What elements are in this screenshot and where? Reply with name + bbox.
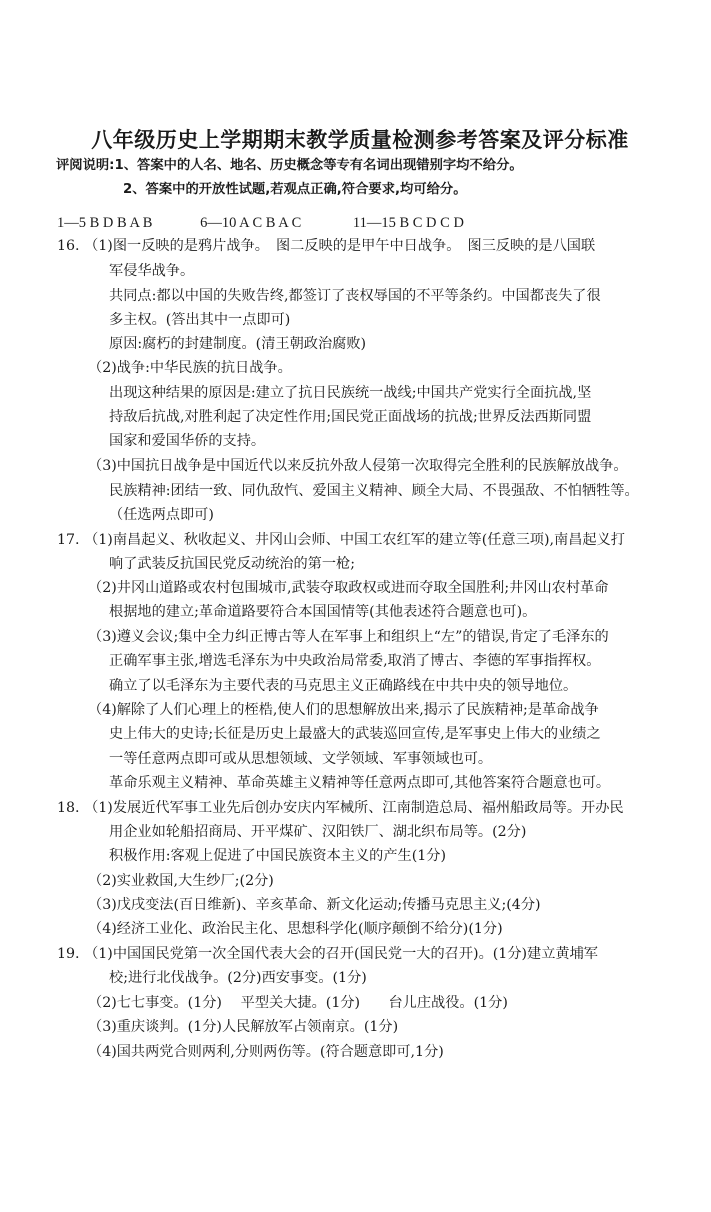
grading-note-1: 评阅说明:1、答案中的人名、地名、历史概念等专有名词出现错别字均不给分。	[56, 158, 523, 173]
q19-part1-line1: 19. （1)中国国民党第一次全国代表大会的召开(国民党一大的召开)。(1分)建立黄埔军	[57, 946, 598, 962]
q17-part3-line2: 正确军事主张,增选毛泽东为中央政治局常委,取消了博古、李德的军事指挥权。	[109, 653, 601, 669]
q19-part4-line1: （4)国共两党合则两利,分则两伤等。(符合题意即可,1分)	[88, 1044, 444, 1060]
q16-part1-line4: 多主权。(答出其中一点即可)	[109, 312, 291, 328]
q16-part1-line2: 军侵华战争。	[109, 263, 195, 279]
q19-part2-line1: （2)七七事变。(1分) 平型关大捷。(1分) 台儿庄战役。(1分)	[88, 995, 508, 1011]
q16-part2-line3: 持敌后抗战,对胜利起了决定性作用;国民党正面战场的抗战;世界反法西斯同盟	[109, 409, 592, 425]
q18-part2-line1: （2)实业救国,大生纱厂;(2分)	[88, 873, 274, 889]
q16-part1-line1: 16. （1)图一反映的是鸦片战争。 图二反映的是甲午中日战争。 图三反映的是八国联	[57, 238, 596, 254]
q16-part3-line2: 民族精神:团结一致、同仇敌忾、爱国主义精神、顾全大局、不畏强敌、不怕牺牲等。	[109, 483, 639, 499]
grading-note-2: 2、答案中的开放性试题,若观点正确,符合要求,均可给分。	[123, 182, 467, 197]
q17-part1-line2: 响了武装反抗国民党反动统治的第一枪;	[109, 556, 355, 572]
q16-part3-line3: （任选两点即可)	[109, 507, 214, 523]
q16-part1-line5: 原因:腐朽的封建制度。(清王朝政治腐败)	[109, 336, 367, 352]
q17-part2-line1: （2)井冈山道路或农村包围城市,武装夺取政权或进而夺取全国胜利;井冈山农村革命	[88, 580, 609, 596]
q19-part3-line1: （3)重庆谈判。(1分)人民解放军占领南京。(1分)	[88, 1019, 399, 1035]
q18-part1-line1: 18. （1)发展近代军事工业先后创办安庆内军械所、江南制造总局、福州船政局等。开办民	[57, 800, 624, 816]
q17-part3-line1: （3)遵义会议;集中全力纠正博古等人在军事上和组织上“左”的错误,肯定了毛泽东的	[88, 629, 609, 645]
q16-part1-line3: 共同点:都以中国的失败告终,都签订了丧权辱国的不平等条约。中国都丧失了很	[109, 288, 601, 304]
mc-answers-6-10: 6—10 A C B A C	[200, 215, 302, 231]
q17-part2-line2: 根据地的建立;革命道路要符合本国国情等(其他表述符合题意也可)。	[109, 604, 537, 620]
multiple-choice-answers	[57, 213, 464, 233]
q17-part1-line1: 17. （1)南昌起义、秋收起义、井冈山会师、中国工农红军的建立等(任意三项),南昌起义打	[57, 532, 625, 548]
q18-part4-line1: （4)经济工业化、政治民主化、思想科学化(顺序颠倒不给分)(1分)	[88, 921, 503, 937]
page-title: 八年级历史上学期期末教学质量检测参考答案及评分标准	[91, 128, 629, 152]
q19-part1-line2: 校;进行北伐战争。(2分)西安事变。(1分)	[109, 970, 367, 986]
q17-part4-line1: （4)解除了人们心理上的桎梏,使人们的思想解放出来,揭示了民族精神;是革命战争	[88, 702, 599, 718]
q16-part2-line2: 出现这种结果的原因是:建立了抗日民族统一战线;中国共产党实行全面抗战,坚	[109, 385, 592, 401]
q17-part4-line2: 史上伟大的史诗;长征是历史上最盛大的武装巡回宣传,是军事史上伟大的业绩之	[109, 726, 601, 742]
q17-part4-line3: 一等任意两点即可或从思想领域、文学领域、军事领域也可。	[109, 751, 493, 767]
q18-part1-line2: 用企业如轮船招商局、开平煤矿、汉阳铁厂、湖北织布局等。(2分)	[109, 824, 527, 840]
q17-part3-line3: 确立了以毛泽东为主要代表的马克思主义正确路线在中共中央的领导地位。	[109, 678, 578, 694]
mc-answers-11-15: 11—15 B C D C D	[352, 215, 464, 231]
q16-part3-line1: （3)中国抗日战争是中国近代以来反抗外敌人侵第一次取得完全胜利的民族解放战争。	[88, 458, 628, 474]
q16-part2-line1: （2)战争:中华民族的抗日战争。	[88, 360, 292, 376]
q17-part4-line4: 革命乐观主义精神、革命英雄主义精神等任意两点即可,其他答案符合题意也可。	[109, 775, 611, 791]
q18-part3-line1: （3)戊戌变法(百日维新)、辛亥革命、新文化运动;传播马克思主义;(4分)	[88, 897, 541, 913]
q16-part2-line4: 国家和爱国华侨的支持。	[109, 433, 266, 449]
mc-answers-1-5: 1—5 B D B A B	[57, 215, 153, 231]
q18-part1-line3: 积极作用:客观上促进了中国民族资本主义的产生(1分)	[109, 848, 447, 864]
